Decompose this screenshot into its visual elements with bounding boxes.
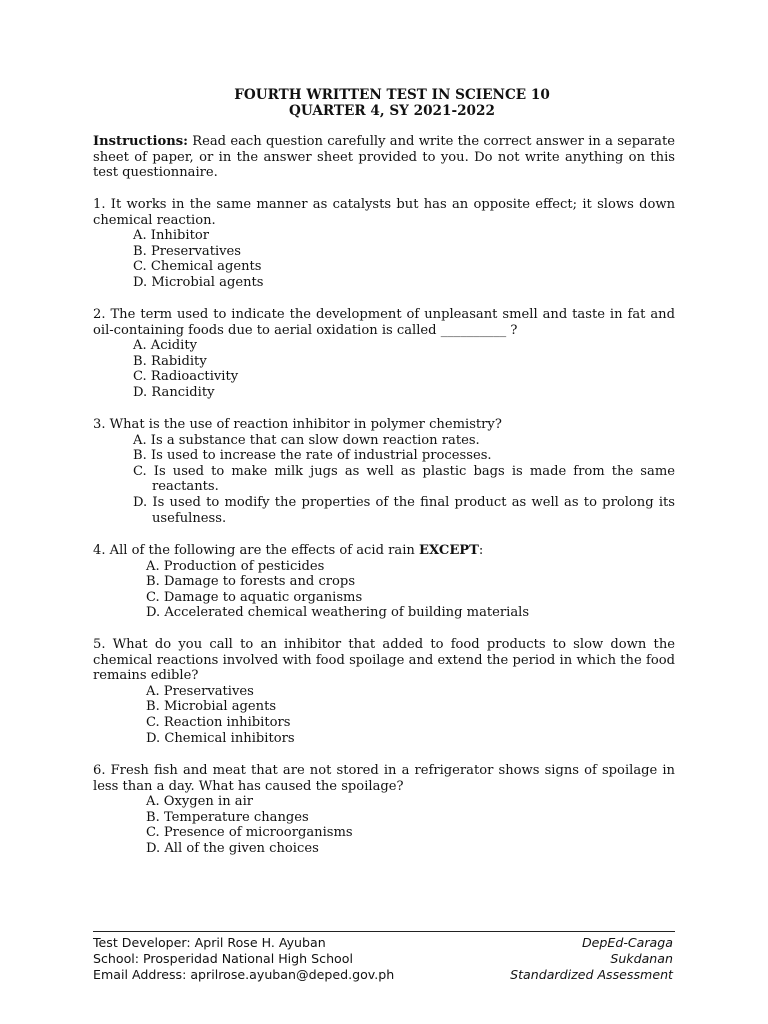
question-stem: 3. What is the use of reaction inhibitor in polymer chemistry?: [93, 417, 502, 432]
option-a: A. Acidity: [133, 338, 197, 354]
question-3: [93, 417, 675, 526]
option-a: A. Oxygen in air: [146, 794, 254, 810]
option-a: A. Production of pesticides: [146, 558, 325, 574]
option-a: A. Is a substance that can slow down reaction rates.: [133, 432, 480, 448]
question-stem: [93, 543, 675, 559]
option-c: C. Damage to aquatic organisms: [146, 589, 363, 605]
option-d: D. All of the given choices: [146, 840, 319, 856]
option-c: C. Presence of microorganisms: [146, 825, 353, 841]
question-5: [93, 637, 675, 746]
option-b: B. Preservatives: [133, 243, 242, 259]
option-d: D. Chemical inhibitors: [146, 730, 295, 746]
option-b: B. Damage to forests and crops: [146, 574, 356, 590]
instructions-label: Instructions:: [93, 134, 188, 149]
standardized-assessment: Standardized Assessment: [510, 967, 673, 982]
footer-divider: [93, 931, 675, 932]
option-d: D. Microbial agents: [133, 274, 264, 290]
stem-emphasis: EXCEPT: [418, 543, 479, 558]
option-b: B. Temperature changes: [146, 809, 309, 825]
option-c: C. Chemical agents: [133, 259, 262, 275]
option-d: D. Accelerated chemical weathering of building materials: [146, 605, 530, 621]
question-1: [93, 197, 675, 291]
instructions-text: Read each question carefully and write the correct answer in a separate sheet of paper, or in the answer sheet provided to you. Do not write anything on this test questionnaire.: [93, 134, 675, 181]
question-4: [93, 543, 675, 621]
sukdanan: Sukdanan: [610, 951, 673, 966]
option-a: A. Preservatives: [146, 683, 254, 699]
question-6: [93, 763, 675, 857]
question-stem: 2. The term used to indicate the development of unpleasant smell and taste in fat and oil-containing foods due to aerial oxidation is called __________ ?: [93, 307, 675, 338]
school-name: School: Prosperidad National High School: [93, 951, 353, 966]
option-d: D. Is used to modify the properties of the final product as well as to prolong its usefulness.: [133, 494, 675, 526]
email-address: Email Address: aprilrose.ayuban@deped.gov.ph: [93, 967, 395, 982]
option-b: B. Microbial agents: [146, 699, 277, 715]
option-d: D. Rancidity: [133, 384, 215, 400]
question-stem: 6. Fresh fish and meat that are not stored in a refrigerator shows signs of spoilage in less than a day. What has caused the spoilage?: [93, 763, 675, 794]
title-line-1: FOURTH WRITTEN TEST IN SCIENCE 10: [234, 87, 550, 103]
question-stem: 1. It works in the same manner as catalysts but has an opposite effect; it slows down chemical reaction.: [93, 197, 675, 228]
option-c: C. Radioactivity: [133, 369, 239, 385]
option-c: C. Reaction inhibitors: [146, 714, 291, 730]
stem-text: 4. All of the following are the effects of acid rain: [93, 543, 419, 558]
option-c: C. Is used to make milk jugs as well as plastic bags is made from the same reactants.: [133, 463, 675, 495]
option-b: B. Rabidity: [133, 353, 207, 369]
test-developer: Test Developer: April Rose H. Ayuban: [93, 935, 326, 950]
instructions: [93, 134, 675, 181]
question-stem: 5. What do you call to an inhibitor that added to food products to slow down the chemical reactions involved with food spoilage and extend the period in which the food remains edible?: [93, 637, 675, 684]
footer-branding: [413, 935, 673, 983]
deped-caraga: DepEd-Caraga: [581, 935, 673, 950]
stem-end: :: [478, 543, 484, 558]
test-title: [0, 88, 768, 119]
option-a: A. Inhibitor: [133, 228, 209, 244]
title-line-2: QUARTER 4, SY 2021-2022: [289, 102, 495, 119]
question-2: [93, 307, 675, 401]
option-b: B. Is used to increase the rate of industrial processes.: [133, 448, 492, 464]
